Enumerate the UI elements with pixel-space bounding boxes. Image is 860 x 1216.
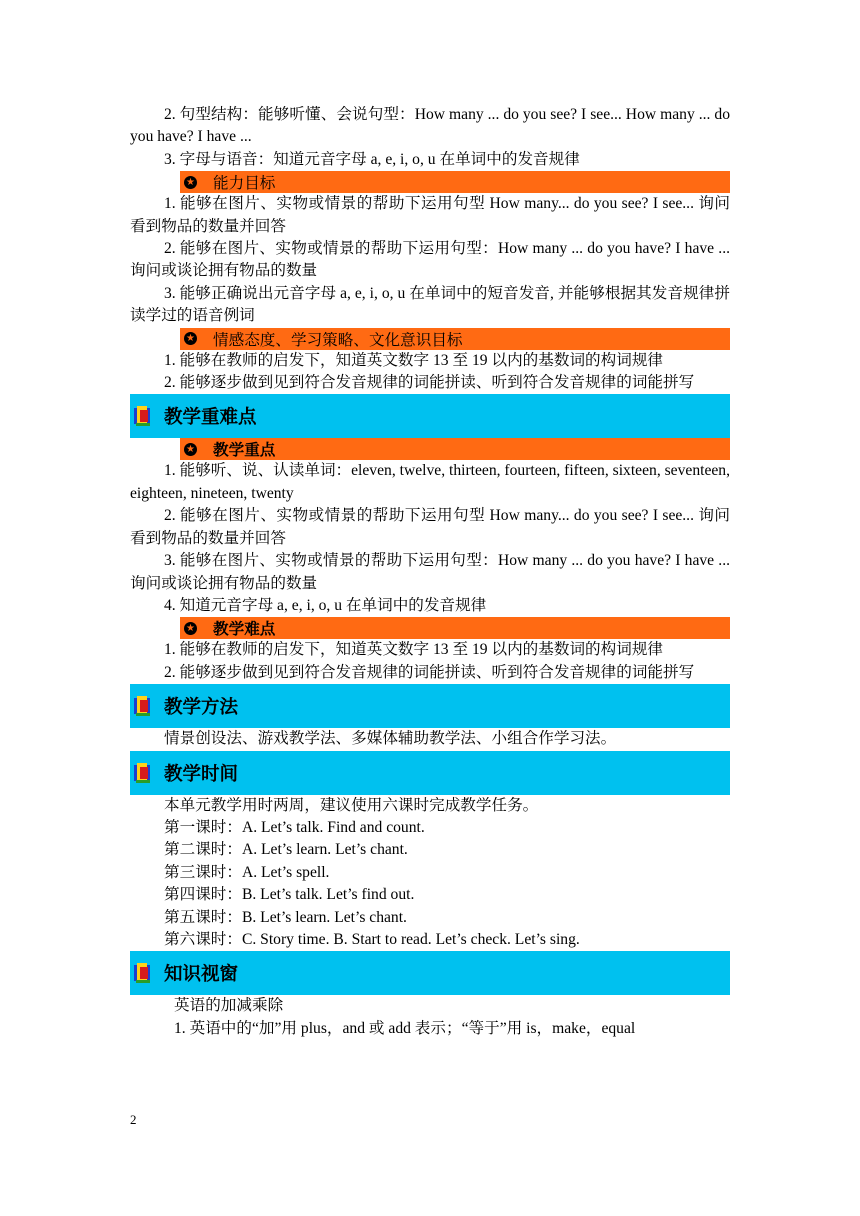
paragraph: 3. 字母与语音：知道元音字母 a, e, i, o, u 在单词中的发音规律 [164,150,580,168]
paragraph: 1. 英语中的“加”用 plus，and 或 add 表示；“等于”用 is，make，equal [174,1019,636,1037]
book-icon [134,963,152,983]
paragraph: 3. 能够正确说出元音字母 a, e, i, o, u 在单词中的短音发音, 并能够根据其发音规律拼读学过的语音例词 [130,284,730,325]
subheading-key: ★ 教学重点 [180,438,730,460]
paragraph: 1. 能够在教师的启发下，知道英文数字 13 至 19 以内的基数词的构词规律 [164,351,664,369]
paragraph: 2. 能够逐步做到见到符合发音规律的词能拼读、听到符合发音规律的词能拼写 [164,374,695,392]
lesson-line: 第一课时：A. Let’s talk. Find and count. [164,818,425,836]
paragraph: 2. 能够逐步做到见到符合发音规律的词能拼读、听到符合发音规律的词能拼写 [164,663,695,681]
lesson-line: 第六课时：C. Story time. B. Start to read. Let’s check. Let’s sing. [164,930,580,948]
subheading-attitude: ★ 情感态度、学习策略、文化意识目标 [180,328,730,350]
lesson-line: 第二课时：A. Let’s learn. Let’s chant. [164,841,408,859]
section-heading-time: 教学时间 [130,751,730,795]
star-bullet-icon: ★ [184,622,197,635]
paragraph: 情景创设法、游戏教学法、多媒体辅助教学法、小组合作学习法。 [164,730,617,748]
star-bullet-icon: ★ [184,443,197,456]
book-icon [134,406,152,426]
paragraph: 1. 能够在图片、实物或情景的帮助下运用句型 How many... do you see? I see... 询问看到物品的数量并回答 [130,195,730,235]
star-bullet-icon: ★ [184,176,197,189]
lesson-line: 第三课时：A. Let’s spell. [164,863,330,881]
section-heading-methods: 教学方法 [130,684,730,728]
section-heading-knowledge: 知识视窗 [130,951,730,995]
paragraph: 1. 能够在教师的启发下，知道英文数字 13 至 19 以内的基数词的构词规律 [164,641,664,659]
paragraph: 2. 能够在图片、实物或情景的帮助下运用句型：How many ... do you have? I have ... 询问或谈论拥有物品的数量 [130,240,730,280]
subheading-ability: ★ 能力目标 [180,171,730,193]
lesson-line: 第五课时：B. Let’s learn. Let’s chant. [164,908,407,926]
document-body [130,104,730,1040]
paragraph: 1. 能够听、说、认读单词：eleven, twelve, thirteen, fourteen, fifteen, sixteen, seventeen, eighteen, nineteen, twenty [130,462,730,502]
paragraph: 3. 能够在图片、实物或情景的帮助下运用句型：How many ... do you have? I have ... 询问或谈论拥有物品的数量 [130,552,730,592]
star-bullet-icon: ★ [184,332,197,345]
page-number: 2 [130,1112,137,1127]
paragraph: 2. 能够在图片、实物或情景的帮助下运用句型 How many... do you see? I see... 询问看到物品的数量并回答 [130,507,730,547]
book-icon [134,763,152,783]
paragraph: 本单元教学用时两周，建议使用六课时完成教学任务。 [164,796,539,814]
subheading-difficult: ★ 教学难点 [180,617,730,639]
section-heading-key-difficult: 教学重难点 [130,394,730,438]
paragraph: 英语的加减乘除 [174,997,284,1015]
lesson-line: 第四课时：B. Let’s talk. Let’s find out. [164,886,415,904]
paragraph: 2. 句型结构：能够听懂、会说句型：How many ... do you see? I see... How many ... do you have? I have ... [130,106,730,146]
paragraph: 4. 知道元音字母 a, e, i, o, u 在单词中的发音规律 [164,596,487,614]
book-icon [134,696,152,716]
